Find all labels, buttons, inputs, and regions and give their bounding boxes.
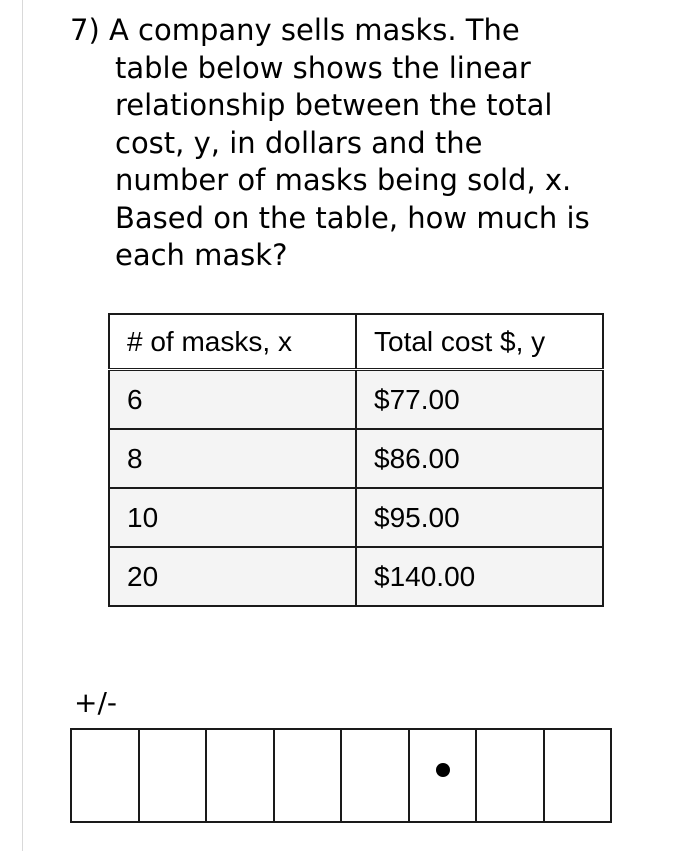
- answer-digit-cell[interactable]: [72, 730, 140, 821]
- header-total-cost: Total cost $, y: [356, 314, 603, 370]
- answer-digit-cell[interactable]: [477, 730, 545, 821]
- header-masks: # of masks, x: [109, 314, 356, 370]
- answer-decimal-cell[interactable]: [410, 730, 478, 821]
- table-row: [109, 488, 603, 547]
- answer-digit-cell[interactable]: [545, 730, 613, 821]
- answer-digit-cell[interactable]: [140, 730, 208, 821]
- cell-masks: 10: [109, 488, 356, 547]
- table-row: [109, 429, 603, 488]
- question-line-5: number of masks being sold, x.: [115, 163, 572, 197]
- cell-masks: 20: [109, 547, 356, 606]
- question-line-6: Based on the table, how much is: [115, 200, 590, 235]
- question-line-1-text: A company sells masks. The: [108, 13, 520, 47]
- question-number: 7): [70, 13, 100, 47]
- table-row: [109, 370, 603, 430]
- question-line-2: table below shows the linear: [115, 50, 531, 85]
- question-line-1: [70, 12, 670, 50]
- table-row: [109, 547, 603, 606]
- question-text: [70, 12, 670, 275]
- cell-cost: $77.00: [356, 370, 603, 430]
- table-header-row: [109, 314, 603, 370]
- question-line-4: cost, y, in dollars and the: [115, 125, 483, 160]
- answer-entry-grid: [70, 728, 612, 823]
- question-line-7: each mask?: [115, 238, 288, 272]
- page-margin-rule: [22, 0, 23, 851]
- cell-cost: $140.00: [356, 547, 603, 606]
- cell-cost: $95.00: [356, 488, 603, 547]
- answer-digit-cell[interactable]: [207, 730, 275, 821]
- question-line-3: relationship between the total: [115, 88, 553, 122]
- mask-cost-table: [108, 313, 604, 607]
- answer-digit-cell[interactable]: [275, 730, 343, 821]
- answer-digit-cell[interactable]: [342, 730, 410, 821]
- cell-masks: 6: [109, 370, 356, 430]
- decimal-point-icon: [436, 763, 450, 777]
- sign-toggle-label[interactable]: +/-: [74, 686, 117, 719]
- cell-masks: 8: [109, 429, 356, 488]
- cell-cost: $86.00: [356, 429, 603, 488]
